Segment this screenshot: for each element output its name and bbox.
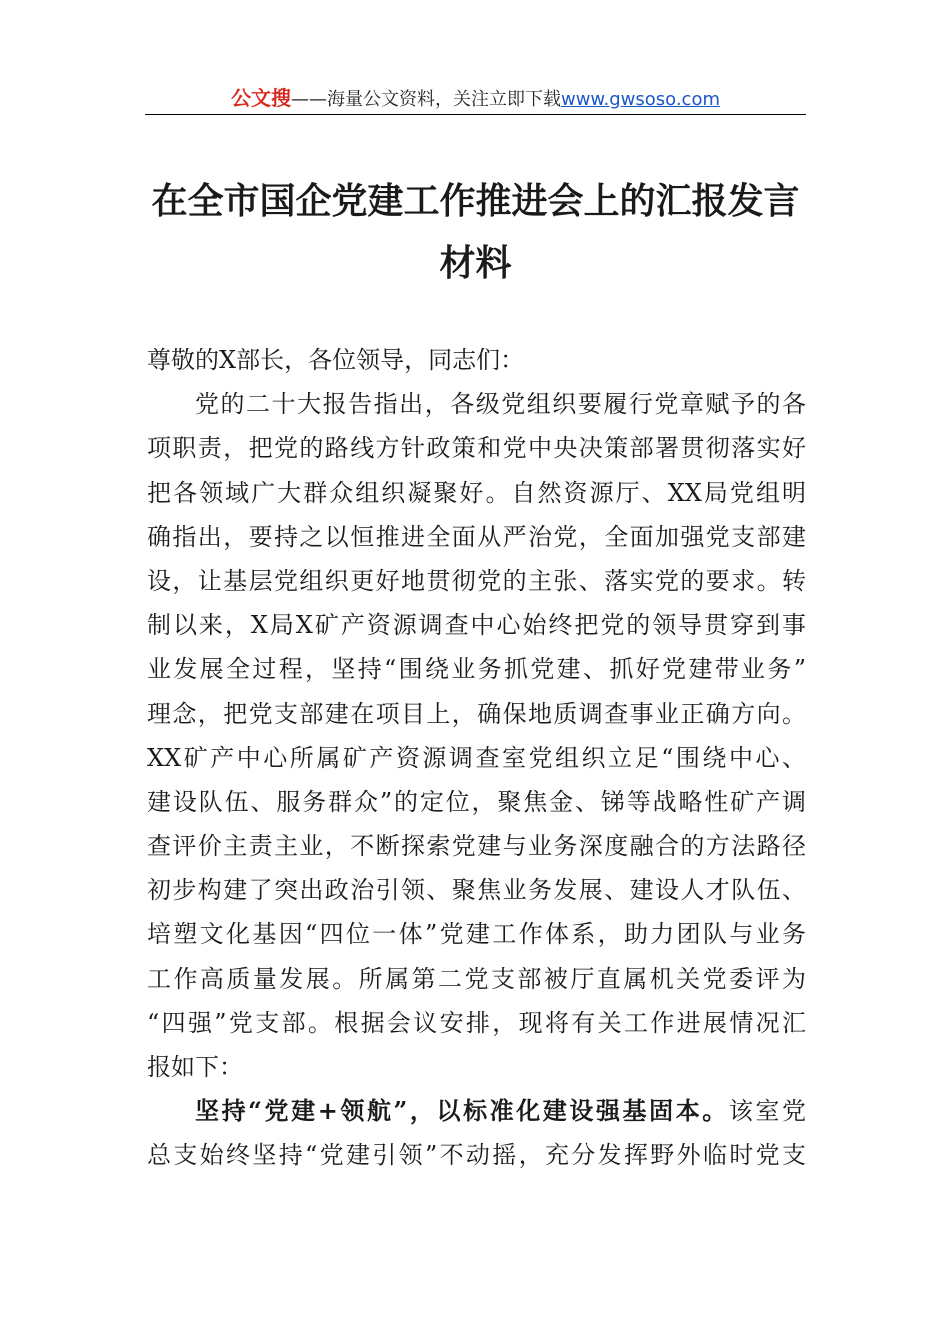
paragraph-text: 该室党	[728, 1097, 806, 1126]
site-link[interactable]: www.gwsoso.com	[560, 89, 720, 110]
paragraph-line: 报如下：	[147, 1053, 243, 1081]
salutation: 尊敬的X部长，各位领导，同志们：	[147, 346, 525, 374]
title-line-2: 材料	[439, 242, 512, 284]
brand-logo: 公文搜	[230, 86, 291, 110]
paragraph-line: XX矿产中心所属矿产资源调查室党组织立足“围绕中心、	[147, 743, 806, 772]
paragraph-line: 项职责，把党的路线方针政策和党中央决策部署贯彻落实好	[147, 434, 806, 463]
paragraph-line: 把各领域广大群众组织凝聚好。自然资源厅、XX局党组明	[147, 478, 806, 507]
paragraph-line	[147, 1089, 806, 1133]
paragraph-line: 总支始终坚持“党建引领”不动摇，充分发挥野外临时党支	[147, 1141, 806, 1170]
paragraph-line: 党的二十大报告指出，各级党组织要履行党章赋予的各	[195, 390, 806, 419]
header-banner	[145, 84, 806, 112]
paragraph-line: 初步构建了突出政治引领、聚焦业务发展、建设人才队伍、	[147, 876, 806, 905]
header-divider	[145, 114, 806, 115]
section-heading: 坚持“党建+领航”，以标准化建设强基固本。	[195, 1096, 729, 1126]
paragraph-line: 理念，把党支部建在项目上，确保地质调查事业正确方向。	[147, 699, 806, 728]
paragraph-1	[147, 382, 806, 1089]
document-body	[147, 338, 806, 1178]
paragraph-line: 建设队伍、服务群众”的定位，聚焦金、锑等战略性矿产调	[147, 787, 806, 816]
paragraph-line: 培塑文化基因“四位一体”党建工作体系，助力团队与业务	[147, 920, 806, 949]
paragraph-line: 设，让基层党组织更好地贯彻党的主张、落实党的要求。转	[147, 566, 806, 595]
title-line-1: 在全市国企党建工作推进会上的汇报发言	[151, 180, 800, 222]
header-tagline: ——海量公文资料，关注立即下载	[290, 89, 561, 110]
paragraph-line: “四强”党支部。根据会议安排，现将有关工作进展情况汇	[147, 1008, 806, 1037]
document-title	[145, 170, 806, 294]
paragraph-line: 业发展全过程，坚持“围绕业务抓党建、抓好党建带业务”	[147, 655, 806, 684]
paragraph-line: 确指出，要持之以恒推进全面从严治党，全面加强党支部建	[147, 522, 806, 551]
paragraph-2	[147, 1089, 806, 1177]
paragraph-line: 制以来，X局X矿产资源调查中心始终把党的领导贯穿到事	[147, 611, 806, 640]
paragraph-line: 查评价主责主业，不断探索党建与业务深度融合的方法路径	[147, 832, 806, 861]
paragraph-line: 工作高质量发展。所属第二党支部被厅直属机关党委评为	[147, 964, 806, 993]
